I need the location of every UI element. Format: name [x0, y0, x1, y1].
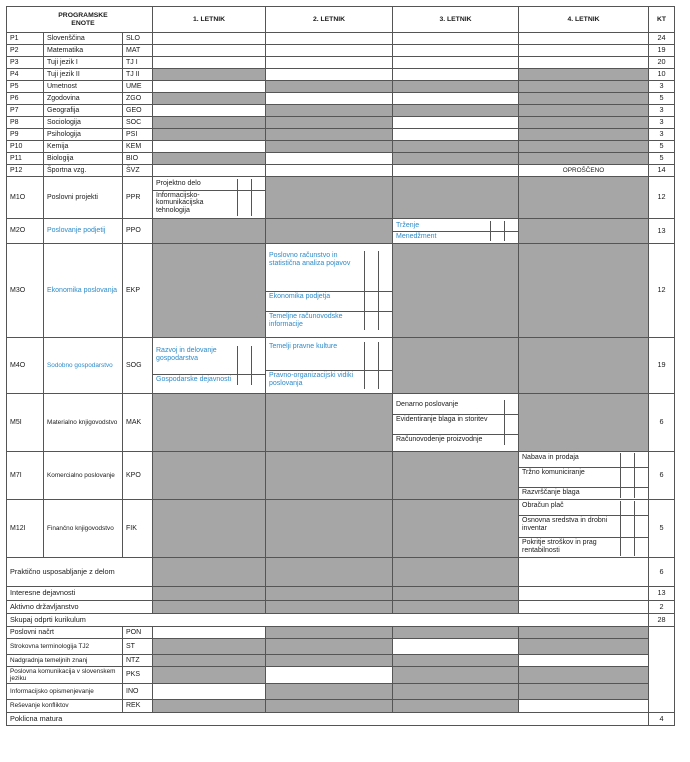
module-row: M7I Komercialno poslovanje KPO Nabava in prodaja Tržno komuniciranje Razvrščanje blaga 6: [7, 452, 675, 500]
unit-label: Razvrščanje blaga: [519, 487, 620, 497]
unit-label: Obračun plač: [519, 501, 620, 515]
subject-row: P4 Tuji jezik II TJ II 10: [7, 69, 675, 81]
open-row: Informacijsko opismenjevanje INO: [7, 684, 675, 700]
header-year-2: 2. LETNIK: [266, 7, 393, 33]
other-row: Aktivno državljanstvo 2: [7, 601, 675, 614]
unit-label: Projektno delo: [153, 179, 237, 190]
module-row: M2O Poslovanje podjetij PPO Trženje Menedžment 13: [7, 219, 675, 244]
unit-label: Pravno-organizacijski vidiki poslovanja: [266, 370, 364, 388]
other-row: Interesne dejavnosti 13: [7, 587, 675, 601]
unit-label: Menedžment: [393, 231, 490, 241]
subject-row: P10 Kemija KEM 5: [7, 141, 675, 153]
total-row: Skupaj odprti kurikulum 28: [7, 614, 675, 627]
header-kt: KT: [649, 7, 675, 33]
module-row: M3O Ekonomika poslovanja EKP Poslovno računstvo in statistična analiza pojavov Ekonomika podjetja Temeljne računovodske informacije 12: [7, 244, 675, 338]
matura-row: Poklicna matura 4: [7, 713, 675, 726]
unit-label: Gospodarske dejavnosti: [153, 374, 237, 384]
subject-row: P3 Tuji jezik I TJ I 20: [7, 57, 675, 69]
exempt-note: OPROŠČENO: [519, 165, 649, 177]
unit-label: Ekonomika podjetja: [266, 291, 364, 311]
header-year-4: 4. LETNIK: [519, 7, 649, 33]
unit-label: Pokritje stroškov in prag rentabilnosti: [519, 537, 620, 555]
unit-label: Poslovno računstvo in statistična analiza pojavov: [266, 251, 364, 291]
unit-label: Trženje: [393, 221, 490, 231]
module-row: M5I Materialno knjigovodstvo MAK Denarno poslovanje Evidentiranje blaga in storitev Računovodenje proizvodnje 6: [7, 394, 675, 452]
open-row: Poslovni načrt PON: [7, 627, 675, 639]
unit-label: Informacijsko-komunikacijska tehnologija: [153, 190, 237, 216]
subject-row: P6 Zgodovina ZGO 5: [7, 93, 675, 105]
open-row: Strokovna terminologija TJ2 ST: [7, 639, 675, 655]
unit-label: Računovodenje proizvodnje: [393, 434, 504, 444]
unit-label: Temeljne računovodske informacije: [266, 311, 364, 329]
unit-label: Denarno poslovanje: [393, 400, 504, 414]
unit-label: Osnovna sredstva in drobni inventar: [519, 515, 620, 537]
header-year-3: 3. LETNIK: [393, 7, 519, 33]
header-programske-enote: PROGRAMSKE ENOTE: [44, 7, 123, 33]
unit-label: Razvoj in delovanje gospodarstva: [153, 346, 237, 374]
subject-row: P12 Športna vzg. ŠVZ OPROŠČENO 14: [7, 165, 675, 177]
subject-row: P5 Umetnost UME 3: [7, 81, 675, 93]
subject-row: P9 Psihologija PSI 3: [7, 129, 675, 141]
unit-label: Nabava in prodaja: [519, 453, 620, 467]
open-row: Reševanje konfliktov REK: [7, 700, 675, 713]
subject-row: P2 Matematika MAT 19: [7, 45, 675, 57]
other-row: Praktično usposabljanje z delom 6: [7, 558, 675, 587]
subject-row: P11 Biologija BIO 5: [7, 153, 675, 165]
unit-label: Temelji pravne kulture: [266, 342, 364, 370]
module-row: M1O Poslovni projekti PPR Projektno delo Informacijsko-komunikacijska tehnologija 12: [7, 177, 675, 219]
header-year-1: 1. LETNIK: [153, 7, 266, 33]
open-row: Poslovna komunikacija v slovenskem jeziku PKS: [7, 667, 675, 684]
subject-row: P1 Slovenščina SLO 24: [7, 33, 675, 45]
unit-label: Evidentiranje blaga in storitev: [393, 414, 504, 434]
curriculum-table: [6, 6, 675, 726]
module-row: M12I Finančno knjigovodstvo FIK Obračun plač Osnovna sredstva in drobni inventar Pokritje stroškov in prag rentabilnosti 5: [7, 500, 675, 558]
open-row: Nadgradnja temeljnih znanj NTZ: [7, 655, 675, 667]
module-row: M4O Sodobno gospodarstvo SOG Razvoj in delovanje gospodarstva Gospodarske dejavnosti Temelji pravne kulture Pravno-organizacijski vidiki poslovanja 19: [7, 338, 675, 394]
subject-row: P7 Geografija GEO 3: [7, 105, 675, 117]
subject-row: P8 Sociologija SOC 3: [7, 117, 675, 129]
header-row: [7, 7, 675, 33]
unit-label: Tržno komuniciranje: [519, 467, 620, 487]
